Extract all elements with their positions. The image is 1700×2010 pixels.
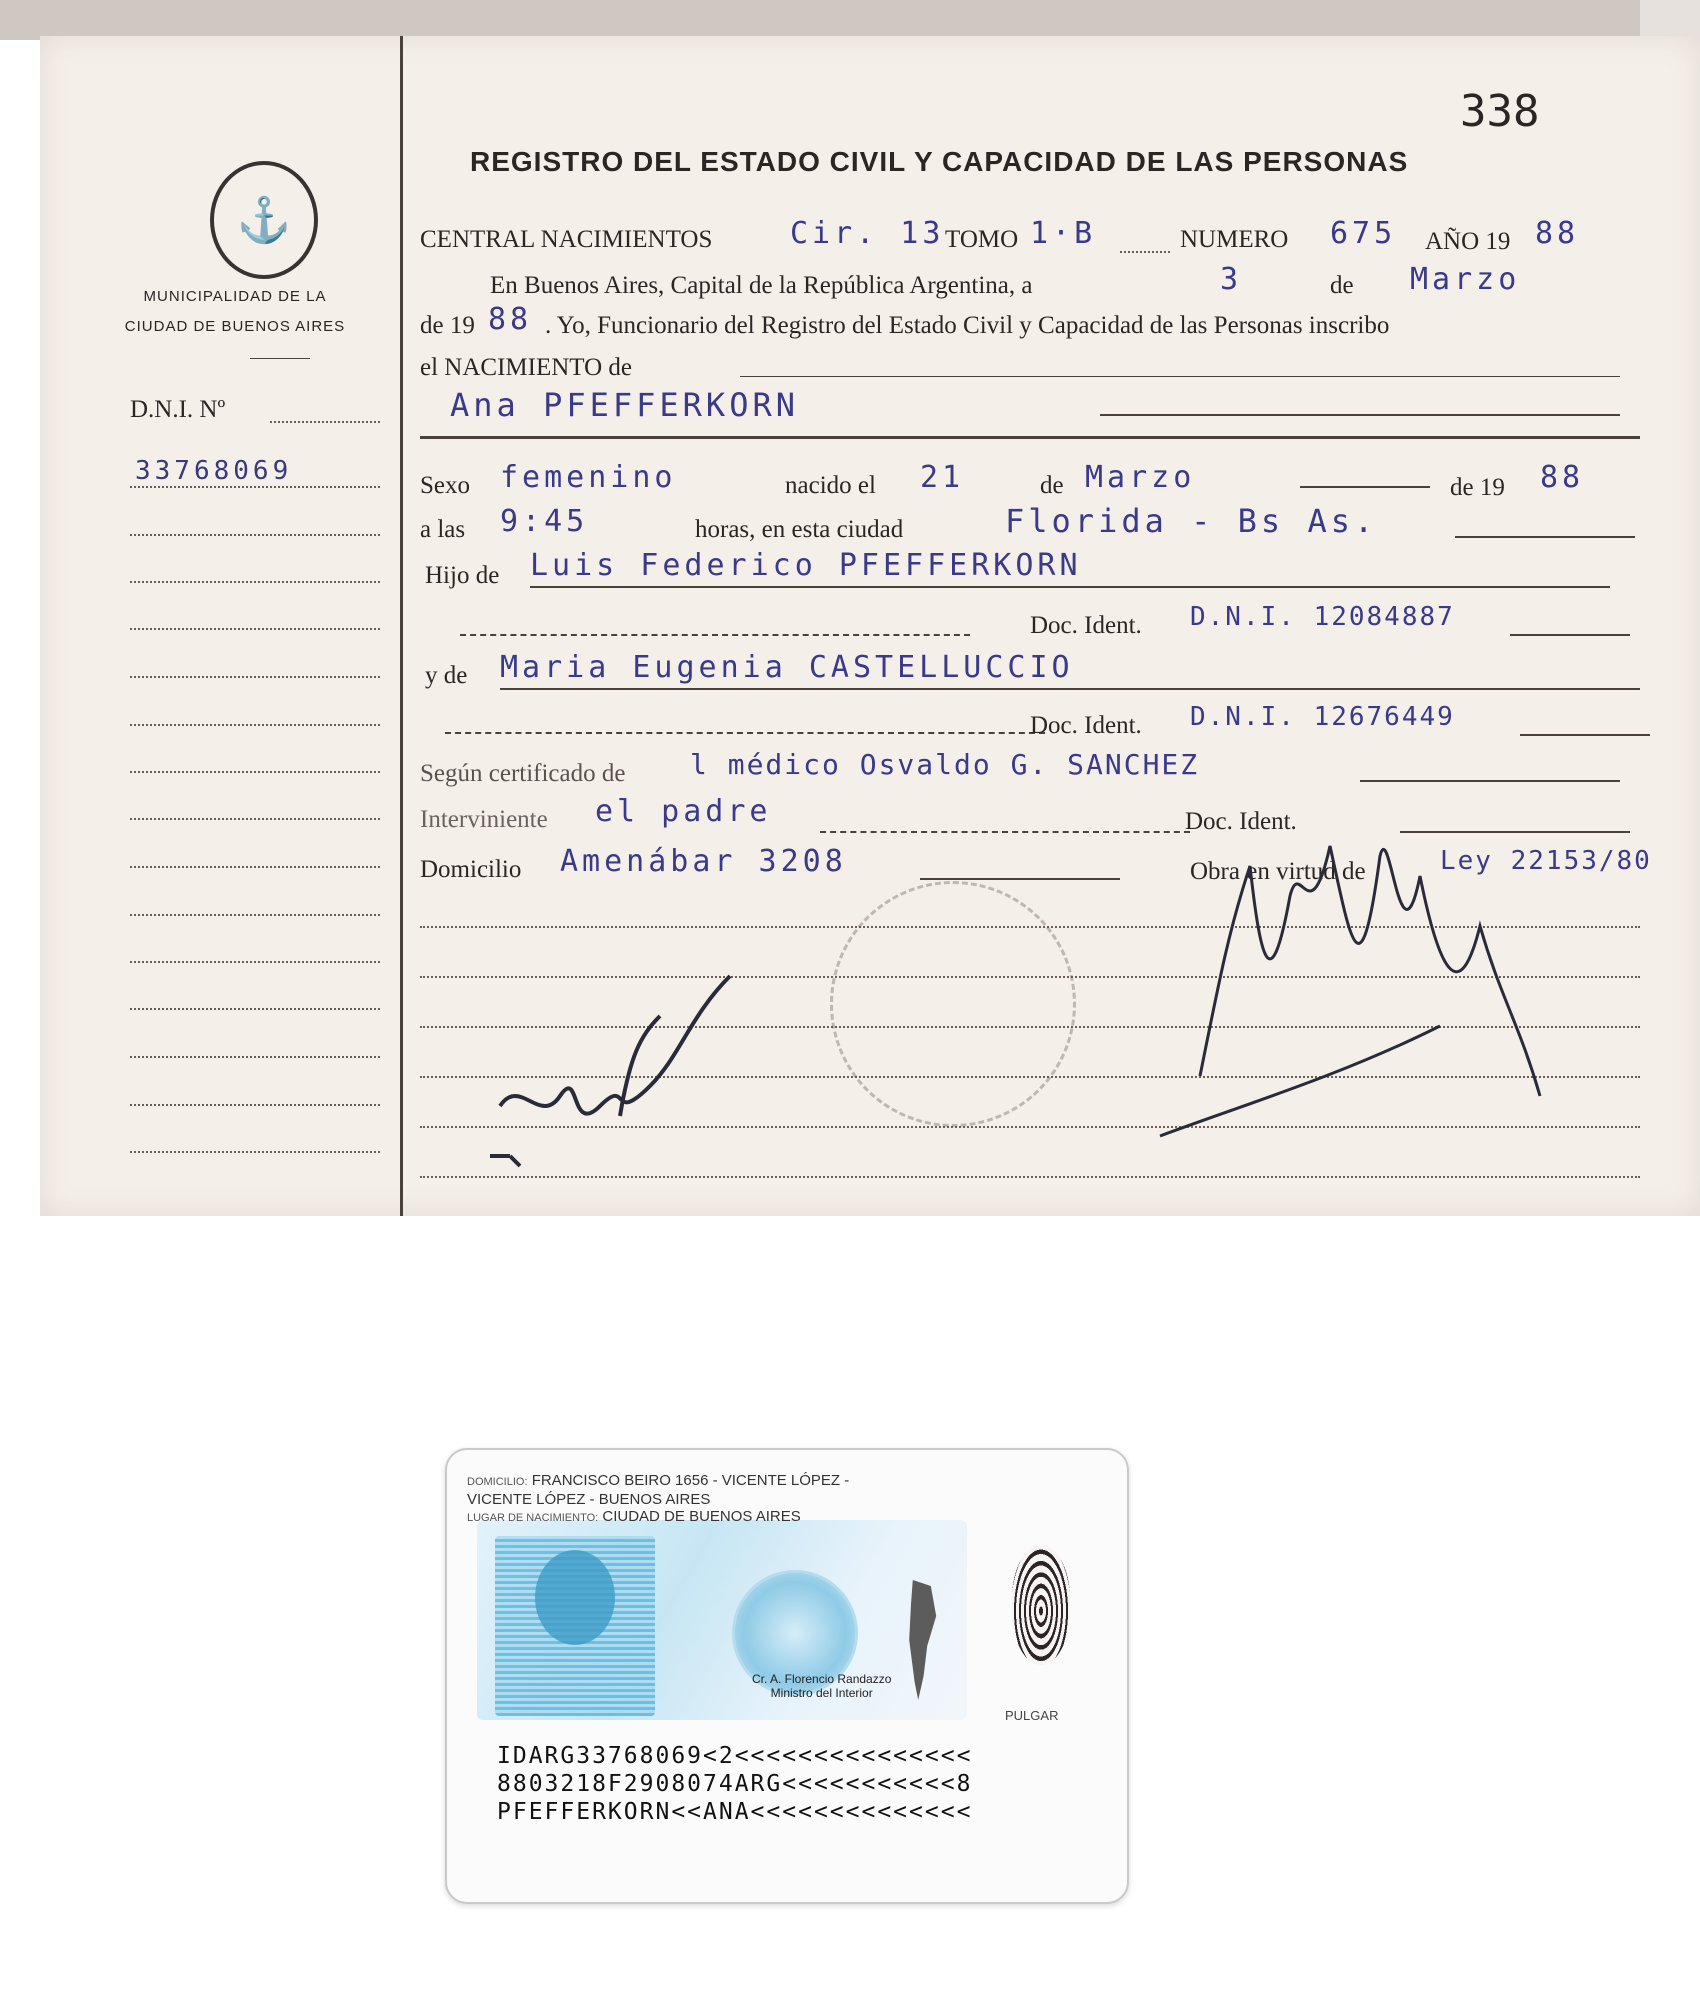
- newborn-name: Ana PFEFFERKORN: [450, 386, 799, 424]
- id-card-back: [445, 1448, 1129, 1904]
- interviniente-value: el padre: [595, 794, 772, 829]
- certificado-label: Según certificado de: [420, 760, 626, 787]
- official-stamp: [830, 881, 1076, 1127]
- minister-title: Ministro del Interior: [770, 1686, 873, 1700]
- mrz-line-3: PFEFFERKORN<<ANA<<<<<<<<<<<<<<: [497, 1799, 973, 1825]
- tomo-label: TOMO: [945, 226, 1019, 253]
- birth-month: Marzo: [1085, 460, 1196, 495]
- card-address-block: [467, 1472, 849, 1527]
- circ-value: Cir. 13: [790, 216, 945, 251]
- madre-label: y de: [425, 662, 468, 689]
- row2-day: 3: [1220, 262, 1243, 297]
- domicilio-card-label: DOMICILIO:: [467, 1476, 528, 1488]
- hora-text: horas, en esta ciudad: [695, 516, 904, 543]
- row3-text: . Yo, Funcionario del Registro del Estado Civil y Capacidad de las Personas inscribo: [545, 312, 1390, 339]
- birth-certificate: [40, 36, 1700, 1216]
- row2-de: de: [1330, 272, 1354, 299]
- birth-de19: de 19: [1450, 474, 1505, 501]
- padre-doc: D.N.I. 12084887: [1190, 602, 1455, 632]
- tomo-value: 1·B: [1030, 216, 1097, 251]
- birth-de: de: [1040, 472, 1064, 499]
- hora-value: 9:45: [500, 504, 589, 539]
- birth-city: Florida - Bs As.: [1005, 502, 1378, 540]
- madre-name: Maria Eugenia CASTELLUCCIO: [500, 650, 1074, 685]
- interviniente-label: Interviniente: [420, 806, 548, 833]
- birth-day: 21: [920, 460, 965, 495]
- interviniente-doc-label: Doc. Ident.: [1185, 808, 1297, 835]
- sexo-label: Sexo: [420, 472, 470, 499]
- city-seal-icon: ⚓: [210, 161, 318, 279]
- obra-label: Obra en virtud de: [1190, 858, 1366, 885]
- certificado-value: l médico Osvaldo G. SANCHEZ: [690, 748, 1200, 781]
- dni-label: D.N.I. Nº: [130, 396, 226, 423]
- municipality-line-1: MUNICIPALIDAD DE LA: [143, 288, 327, 305]
- municipality-line-2: CIUDAD DE BUENOS AIRES: [124, 318, 346, 335]
- nacido-label: nacido el: [785, 472, 876, 499]
- dni-value: 33768069: [135, 456, 293, 486]
- minister-name: Cr. A. Florencio Randazzo: [752, 1672, 892, 1686]
- domicilio-card-line2: VICENTE LÓPEZ - BUENOS AIRES: [467, 1491, 711, 1508]
- domicilio-value: Amenábar 3208: [560, 844, 847, 879]
- scan-top-strip: [0, 0, 1700, 40]
- madre-doc: D.N.I. 12676449: [1190, 702, 1455, 732]
- numero-label: NUMERO: [1180, 226, 1289, 253]
- padre-doc-label: Doc. Ident.: [1030, 612, 1142, 639]
- row4-text: el NACIMIENTO de: [420, 354, 632, 381]
- row2-month: Marzo: [1410, 262, 1521, 297]
- mrz-line-1: IDARG33768069<2<<<<<<<<<<<<<<<: [497, 1743, 973, 1769]
- ley-value: Ley 22153/80: [1440, 846, 1652, 876]
- mrz-line-2: 8803218F2908074ARG<<<<<<<<<<<8: [497, 1771, 973, 1797]
- central-label: CENTRAL NACIMIENTOS: [420, 226, 713, 253]
- minister-signature-block: [752, 1672, 891, 1700]
- birth-year: 88: [1540, 460, 1585, 495]
- official-signature: [1140, 776, 1560, 1156]
- row3-year: 88: [488, 302, 533, 337]
- numero-value: 675: [1330, 216, 1397, 251]
- certificate-side-column: [40, 36, 400, 1216]
- lugar-value: CIUDAD DE BUENOS AIRES: [602, 1508, 801, 1525]
- thumbprint-icon: [1012, 1545, 1070, 1665]
- lugar-label: LUGAR DE NACIMIENTO:: [467, 1512, 599, 1524]
- ghost-photo-head: [535, 1550, 615, 1645]
- anio-label: AÑO 19: [1425, 228, 1511, 255]
- domicilio-label: Domicilio: [420, 856, 522, 883]
- padre-name: Luis Federico PFEFFERKORN: [530, 548, 1082, 583]
- madre-doc-label: Doc. Ident.: [1030, 712, 1142, 739]
- domicilio-card-line1: FRANCISCO BEIRO 1656 - VICENTE LÓPEZ -: [531, 1472, 850, 1489]
- pulgar-label: PULGAR: [1005, 1708, 1059, 1723]
- padre-label: Hijo de: [425, 562, 500, 589]
- folio-number: 338: [1460, 86, 1540, 137]
- certificate-title: REGISTRO DEL ESTADO CIVIL Y CAPACIDAD DE LAS PERSONAS: [470, 146, 1409, 177]
- sexo-value: femenino: [500, 460, 677, 495]
- mrz-zone: [497, 1742, 972, 1826]
- father-signature: [480, 956, 820, 1196]
- anio-value: 88: [1535, 216, 1580, 251]
- column-divider: [400, 36, 403, 1216]
- hora-label: a las: [420, 516, 466, 543]
- row3-prefix: de 19: [420, 312, 475, 339]
- row2-text: En Buenos Aires, Capital de la República Argentina, a: [490, 272, 1033, 299]
